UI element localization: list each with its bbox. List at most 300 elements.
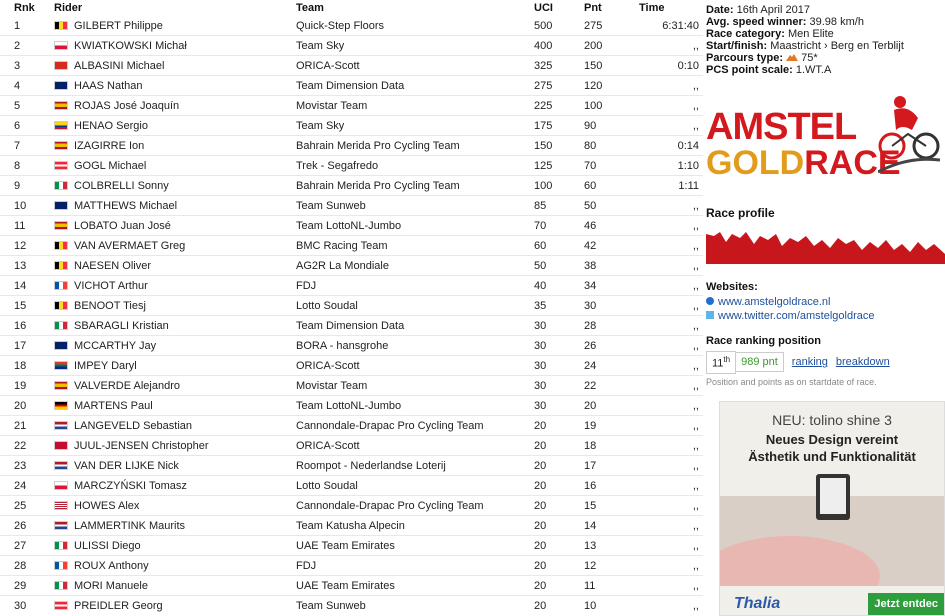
pcs-label: PCS point scale: <box>706 64 793 76</box>
rider-cell[interactable] <box>54 136 296 156</box>
rider-name[interactable]: BENOOT Tiesj <box>74 299 146 312</box>
pnt-cell: 50 <box>584 196 639 216</box>
amstel-gold-race-logo <box>706 94 945 194</box>
ranking-link[interactable]: ranking <box>791 356 828 369</box>
pnt-cell: 80 <box>584 136 639 156</box>
rider-name[interactable]: MCCARTHY Jay <box>74 339 157 352</box>
team-cell[interactable]: FDJ <box>296 276 534 296</box>
ranking-note: Position and points as on startdate of race. <box>706 376 877 387</box>
team-cell[interactable]: Team Katusha Alpecin <box>296 516 534 536</box>
pnt-cell: 275 <box>584 19 603 32</box>
rider-name[interactable]: KWIATKOWSKI Michał <box>74 39 187 52</box>
rider-cell[interactable] <box>54 256 296 276</box>
ad-brand-logo: Thalia <box>734 595 781 612</box>
uci-cell: 20 <box>534 496 584 516</box>
twitter-link[interactable]: www.twitter.com/amstelgoldrace <box>718 310 875 322</box>
logo-text-amstel: AMSTEL <box>706 106 857 148</box>
race-info <box>706 4 945 76</box>
uci-cell: 150 <box>534 136 584 156</box>
rank-cell: 5 <box>0 96 54 116</box>
table-row[interactable] <box>0 376 703 396</box>
pnt-cell: 38 <box>584 256 639 276</box>
header-rider[interactable]: Rider <box>54 2 83 14</box>
rider-cell[interactable] <box>54 356 296 376</box>
rider-name[interactable]: GILBERT Philippe <box>74 19 163 32</box>
flag-icon <box>54 441 68 450</box>
rider-name[interactable]: COLBRELLI Sonny <box>74 179 169 192</box>
rider-name[interactable]: HENAO Sergio <box>74 119 148 132</box>
team-cell[interactable]: Roompot - Nederlandse Loterij <box>296 456 534 476</box>
table-row[interactable] <box>0 296 703 316</box>
table-row[interactable] <box>0 216 703 236</box>
rider-name[interactable]: NAESEN Oliver <box>74 259 152 272</box>
time-cell: ,, <box>639 296 703 316</box>
pnt-cell: 18 <box>584 436 639 456</box>
team-cell[interactable]: Team Dimension Data <box>296 316 534 336</box>
rider-cell[interactable] <box>54 16 296 36</box>
race-profile-chart[interactable] <box>706 224 945 264</box>
table-row[interactable] <box>0 496 703 516</box>
pnt-cell: 150 <box>584 56 639 76</box>
flag-icon <box>54 561 68 570</box>
uci-cell: 30 <box>534 336 584 356</box>
rank-cell: 23 <box>0 456 54 476</box>
ranking-box <box>706 351 945 374</box>
time-cell: ,, <box>639 396 703 416</box>
race-date: 16th April 2017 <box>736 4 810 16</box>
rank-number: 11 <box>712 357 724 370</box>
rider-cell[interactable] <box>54 216 296 236</box>
ereader-image <box>720 466 945 586</box>
rider-name[interactable]: IZAGIRRE Ion <box>74 139 145 152</box>
rank-cell: 12 <box>0 236 54 256</box>
flag-icon <box>54 201 68 210</box>
time-cell: ,, <box>639 316 703 336</box>
rider-cell[interactable] <box>54 516 296 536</box>
team-cell[interactable]: Trek - Segafredo <box>296 156 534 176</box>
team-cell[interactable]: Team Sky <box>296 36 534 56</box>
rider-cell[interactable] <box>54 276 296 296</box>
time-cell: ,, <box>639 496 703 516</box>
pnt-cell: 28 <box>584 316 639 336</box>
pnt-cell: 60 <box>584 176 639 196</box>
uci-cell: 100 <box>534 176 584 196</box>
rider-cell[interactable] <box>54 436 296 456</box>
header-uci[interactable]: UCI <box>534 2 553 14</box>
team-cell[interactable]: UAE Team Emirates <box>296 576 534 596</box>
rank-cell: 7 <box>0 136 54 156</box>
rider-name[interactable]: ROUX Anthony <box>74 559 149 572</box>
rank-cell: 16 <box>0 316 54 336</box>
table-row[interactable] <box>0 56 703 76</box>
uci-cell: 30 <box>534 376 584 396</box>
flag-icon <box>54 141 68 150</box>
rank-suffix: th <box>723 355 731 364</box>
time-cell: ,, <box>639 196 703 216</box>
rank-cell: 8 <box>0 156 54 176</box>
time-cell: ,, <box>639 596 703 616</box>
table-row[interactable] <box>0 196 703 216</box>
rider-cell[interactable] <box>54 296 296 316</box>
header-time[interactable]: Time <box>639 2 665 14</box>
pnt-cell: 100 <box>584 96 639 116</box>
uci-cell: 40 <box>534 276 584 296</box>
rider-name[interactable]: IMPEY Daryl <box>74 359 137 372</box>
table-row[interactable] <box>0 436 703 456</box>
speed-label: Avg. speed winner: <box>706 16 807 28</box>
time-cell: ,, <box>639 536 703 556</box>
time-cell: ,, <box>639 436 703 456</box>
table-row[interactable] <box>0 276 703 296</box>
rider-name[interactable]: HOWES Alex <box>74 499 140 512</box>
rider-name[interactable]: SBARAGLI Kristian <box>74 319 169 332</box>
uci-cell: 30 <box>534 356 584 376</box>
rider-cell[interactable] <box>54 36 296 56</box>
rank-position <box>706 351 736 374</box>
rider-cell[interactable] <box>54 96 296 116</box>
rank-cell: 21 <box>0 416 54 436</box>
flag-icon <box>54 121 68 130</box>
rank-cell: 27 <box>0 536 54 556</box>
rider-name[interactable]: ROJAS José Joaquín <box>74 99 180 112</box>
table-row[interactable] <box>0 176 703 196</box>
globe-icon <box>706 297 714 305</box>
rank-cell: 18 <box>0 356 54 376</box>
flag-icon <box>54 101 68 110</box>
rider-cell[interactable] <box>54 336 296 356</box>
rider-name[interactable]: LANGEVELD Sebastian <box>74 419 193 432</box>
rider-cell[interactable] <box>54 576 296 596</box>
rider-cell[interactable] <box>54 116 296 136</box>
flag-icon <box>54 361 68 370</box>
rider-name[interactable]: JUUL-JENSEN Christopher <box>74 439 209 452</box>
table-header-row <box>0 0 703 16</box>
flag-icon <box>54 421 68 430</box>
time-cell: ,, <box>639 36 703 56</box>
time-cell: ,, <box>639 556 703 576</box>
header-team[interactable]: Team <box>296 2 324 14</box>
team-cell[interactable]: Lotto Soudal <box>296 296 534 316</box>
rider-cell[interactable] <box>54 76 296 96</box>
time-cell: 1:10 <box>639 156 703 176</box>
rider-cell[interactable] <box>54 396 296 416</box>
ad-headline: NEU: tolino shine 3 <box>772 412 892 428</box>
flag-icon <box>54 381 68 390</box>
ad-subheadline-2: Ästhetik und Funktionalität <box>748 449 916 464</box>
rank-cell: 2 <box>0 36 54 56</box>
avg-speed: 39.98 km/h <box>809 16 864 28</box>
pnt-cell: 22 <box>584 376 639 396</box>
rider-name[interactable]: MARTENS Paul <box>74 399 153 412</box>
websites-heading: Websites: <box>706 281 758 293</box>
rank-cell: 14 <box>0 276 54 296</box>
pnt-cell: 24 <box>584 356 639 376</box>
team-cell[interactable]: Movistar Team <box>296 376 534 396</box>
table-row[interactable] <box>0 456 703 476</box>
pcs-scale: 1.WT.A <box>795 64 832 76</box>
twitter-icon <box>706 311 714 319</box>
team-cell[interactable]: Team Sunweb <box>296 196 534 216</box>
time-cell: ,, <box>639 276 703 296</box>
uci-cell: 275 <box>534 76 584 96</box>
team-cell[interactable]: UAE Team Emirates <box>296 536 534 556</box>
flag-icon <box>54 521 68 530</box>
uci-cell: 500 <box>534 19 553 32</box>
time-cell: ,, <box>639 456 703 476</box>
table-row[interactable] <box>0 16 703 36</box>
table-row[interactable] <box>0 136 703 156</box>
table-row[interactable] <box>0 476 703 496</box>
uci-cell: 400 <box>534 36 584 56</box>
table-row[interactable] <box>0 76 703 96</box>
uci-cell: 20 <box>534 516 584 536</box>
time-cell: ,, <box>639 96 703 116</box>
ad-subheadline: Neues Design vereint <box>765 432 899 447</box>
pnt-cell: 90 <box>584 116 639 136</box>
category-label: Race category: <box>706 28 785 40</box>
rank-cell: 6 <box>0 116 54 136</box>
rider-name[interactable]: MORI Manuele <box>74 579 148 592</box>
time-cell: 0:10 <box>639 56 703 76</box>
parcours-label: Parcours type: <box>706 52 784 64</box>
team-cell[interactable]: Movistar Team <box>296 96 534 116</box>
team-cell[interactable]: Team Dimension Data <box>296 76 534 96</box>
website-link[interactable]: www.amstelgoldrace.nl <box>718 296 831 308</box>
pnt-cell: 14 <box>584 516 639 536</box>
rider-name[interactable]: MARCZYŃSKI Tomasz <box>74 479 187 492</box>
table-row[interactable] <box>0 316 703 336</box>
team-cell[interactable]: Bahrain Merida Pro Cycling Team <box>296 176 534 196</box>
rank-cell: 24 <box>0 476 54 496</box>
flag-icon <box>54 481 68 490</box>
pnt-cell: 26 <box>584 336 639 356</box>
race-sidebar <box>706 0 945 387</box>
header-pnt[interactable]: Pnt <box>584 2 602 14</box>
rank-points: 989 pnt <box>736 352 784 372</box>
uci-cell: 60 <box>534 236 584 256</box>
uci-cell: 85 <box>534 196 584 216</box>
flag-icon <box>54 181 68 190</box>
flag-icon <box>54 301 68 310</box>
rank-cell: 28 <box>0 556 54 576</box>
table-row[interactable] <box>0 516 703 536</box>
team-cell[interactable]: Team LottoNL-Jumbo <box>296 216 534 236</box>
rank-cell: 25 <box>0 496 54 516</box>
table-row[interactable] <box>0 236 703 256</box>
pnt-cell: 13 <box>584 536 639 556</box>
hill-icon <box>786 53 798 61</box>
rider-cell[interactable] <box>54 416 296 436</box>
rider-name[interactable]: VAN DER LIJKE Nick <box>74 459 179 472</box>
team-cell[interactable]: FDJ <box>296 556 534 576</box>
rider-name[interactable]: LOBATO Juan José <box>74 219 171 232</box>
rank-cell: 30 <box>0 596 54 616</box>
time-cell: ,, <box>639 76 703 96</box>
table-row[interactable] <box>0 556 703 576</box>
time-cell: ,, <box>639 256 703 276</box>
rider-cell[interactable] <box>54 496 296 516</box>
rank-cell: 15 <box>0 296 54 316</box>
pnt-cell: 16 <box>584 476 639 496</box>
flag-icon <box>54 41 68 50</box>
rider-name[interactable]: PREIDLER Georg <box>74 599 163 612</box>
pnt-cell: 34 <box>584 276 639 296</box>
flag-icon <box>54 221 68 230</box>
table-row[interactable] <box>0 156 703 176</box>
flag-icon <box>54 501 68 510</box>
rider-name[interactable]: VICHOT Arthur <box>74 279 148 292</box>
rider-cell[interactable] <box>54 56 296 76</box>
rider-name[interactable]: MATTHEWS Michael <box>74 199 178 212</box>
flag-icon <box>54 21 68 30</box>
flag-icon <box>54 541 68 550</box>
advertisement-banner[interactable] <box>719 401 945 616</box>
table-row[interactable] <box>0 116 703 136</box>
team-cell[interactable]: Bahrain Merida Pro Cycling Team <box>296 136 534 156</box>
pnt-cell: 42 <box>584 236 639 256</box>
ranking-heading: Race ranking position <box>706 335 821 347</box>
uci-cell: 20 <box>534 596 584 616</box>
rank-cell: 19 <box>0 376 54 396</box>
rider-name[interactable]: ULISSI Diego <box>74 539 141 552</box>
rider-cell[interactable] <box>54 596 296 616</box>
pnt-cell: 200 <box>584 36 639 56</box>
uci-cell: 125 <box>534 156 584 176</box>
rider-cell[interactable] <box>54 156 296 176</box>
ad-cta-button[interactable]: Jetzt entdec <box>868 593 944 615</box>
time-cell: ,, <box>639 116 703 136</box>
team-cell[interactable]: AG2R La Mondiale <box>296 256 534 276</box>
time-cell: ,, <box>639 356 703 376</box>
pnt-cell: 70 <box>584 156 639 176</box>
table-row[interactable] <box>0 256 703 276</box>
flag-icon <box>54 61 68 70</box>
time-cell: ,, <box>639 236 703 256</box>
pnt-cell: 19 <box>584 416 639 436</box>
table-row[interactable] <box>0 356 703 376</box>
uci-cell: 20 <box>534 476 584 496</box>
pnt-cell: 46 <box>584 216 639 236</box>
race-profile-heading: Race profile <box>706 206 775 220</box>
table-row[interactable] <box>0 96 703 116</box>
uci-cell: 20 <box>534 436 584 456</box>
rider-cell[interactable] <box>54 196 296 216</box>
rider-cell[interactable] <box>54 316 296 336</box>
rider-cell[interactable] <box>54 236 296 256</box>
uci-cell: 50 <box>534 256 584 276</box>
team-cell[interactable]: Team Sunweb <box>296 596 534 616</box>
table-row[interactable] <box>0 596 703 616</box>
rider-name[interactable]: VALVERDE Alejandro <box>74 379 180 392</box>
table-row[interactable] <box>0 36 703 56</box>
table-row[interactable] <box>0 576 703 596</box>
rider-cell[interactable] <box>54 556 296 576</box>
team-cell[interactable]: ORICA-Scott <box>296 56 534 76</box>
time-cell: ,, <box>639 476 703 496</box>
rank-cell: 17 <box>0 336 54 356</box>
rank-cell: 4 <box>0 76 54 96</box>
rank-cell: 29 <box>0 576 54 596</box>
team-cell[interactable]: ORICA-Scott <box>296 436 534 456</box>
rank-cell: 26 <box>0 516 54 536</box>
flag-icon <box>54 321 68 330</box>
uci-cell: 35 <box>534 296 584 316</box>
uci-cell: 20 <box>534 576 584 596</box>
flag-icon <box>54 461 68 470</box>
uci-cell: 20 <box>534 536 584 556</box>
time-cell: ,, <box>639 416 703 436</box>
table-row[interactable] <box>0 396 703 416</box>
pnt-cell: 12 <box>584 556 639 576</box>
rank-cell: 13 <box>0 256 54 276</box>
team-cell[interactable]: BORA - hansgrohe <box>296 336 534 356</box>
table-row[interactable] <box>0 336 703 356</box>
pnt-cell: 120 <box>584 76 639 96</box>
rider-cell[interactable] <box>54 176 296 196</box>
rider-name[interactable]: HAAS Nathan <box>74 79 143 92</box>
flag-icon <box>54 161 68 170</box>
race-category: Men Elite <box>787 28 834 40</box>
uci-cell: 325 <box>534 56 584 76</box>
uci-cell: 20 <box>534 556 584 576</box>
logo-text-race: RACE <box>804 144 901 182</box>
team-cell[interactable]: Team LottoNL-Jumbo <box>296 396 534 416</box>
uci-cell: 20 <box>534 416 584 436</box>
startfinish-label: Start/finish: <box>706 40 768 52</box>
team-cell[interactable]: Cannondale-Drapac Pro Cycling Team <box>296 416 534 436</box>
time-cell: 6:31:40 <box>662 19 699 32</box>
flag-icon <box>54 281 68 290</box>
date-label: Date: <box>706 4 734 16</box>
team-cell[interactable]: ORICA-Scott <box>296 356 534 376</box>
uci-cell: 70 <box>534 216 584 236</box>
uci-cell: 30 <box>534 396 584 416</box>
team-cell[interactable]: Team Sky <box>296 116 534 136</box>
rider-cell[interactable] <box>54 536 296 556</box>
time-cell: 0:14 <box>639 136 703 156</box>
table-row[interactable] <box>0 536 703 556</box>
breakdown-link[interactable]: breakdown <box>835 356 890 369</box>
flag-icon <box>54 581 68 590</box>
pnt-cell: 30 <box>584 296 639 316</box>
rider-cell[interactable] <box>54 376 296 396</box>
team-cell[interactable]: BMC Racing Team <box>296 236 534 256</box>
team-cell[interactable]: Quick-Step Floors <box>296 19 385 32</box>
team-cell[interactable]: Cannondale-Drapac Pro Cycling Team <box>296 496 534 516</box>
rank-cell: 10 <box>0 196 54 216</box>
team-cell[interactable]: Lotto Soudal <box>296 476 534 496</box>
time-cell: ,, <box>639 216 703 236</box>
rider-name[interactable]: VAN AVERMAET Greg <box>74 239 186 252</box>
time-cell: ,, <box>639 336 703 356</box>
time-cell: 1:11 <box>639 176 703 196</box>
rider-name[interactable]: GOGL Michael <box>74 159 147 172</box>
rank-cell: 3 <box>0 56 54 76</box>
rider-cell[interactable] <box>54 456 296 476</box>
rider-name[interactable]: ALBASINI Michael <box>74 59 165 72</box>
pnt-cell: 11 <box>584 576 639 596</box>
rider-name[interactable]: LAMMERTINK Maurits <box>74 519 186 532</box>
uci-cell: 30 <box>534 316 584 336</box>
flag-icon <box>54 401 68 410</box>
flag-icon <box>54 261 68 270</box>
header-rnk[interactable]: Rnk <box>14 2 35 14</box>
rank-cell: 9 <box>0 176 54 196</box>
start-finish: Maastricht › Berg en Terblijt <box>770 40 904 52</box>
rider-cell[interactable] <box>54 476 296 496</box>
flag-icon <box>54 241 68 250</box>
table-row[interactable] <box>0 416 703 436</box>
